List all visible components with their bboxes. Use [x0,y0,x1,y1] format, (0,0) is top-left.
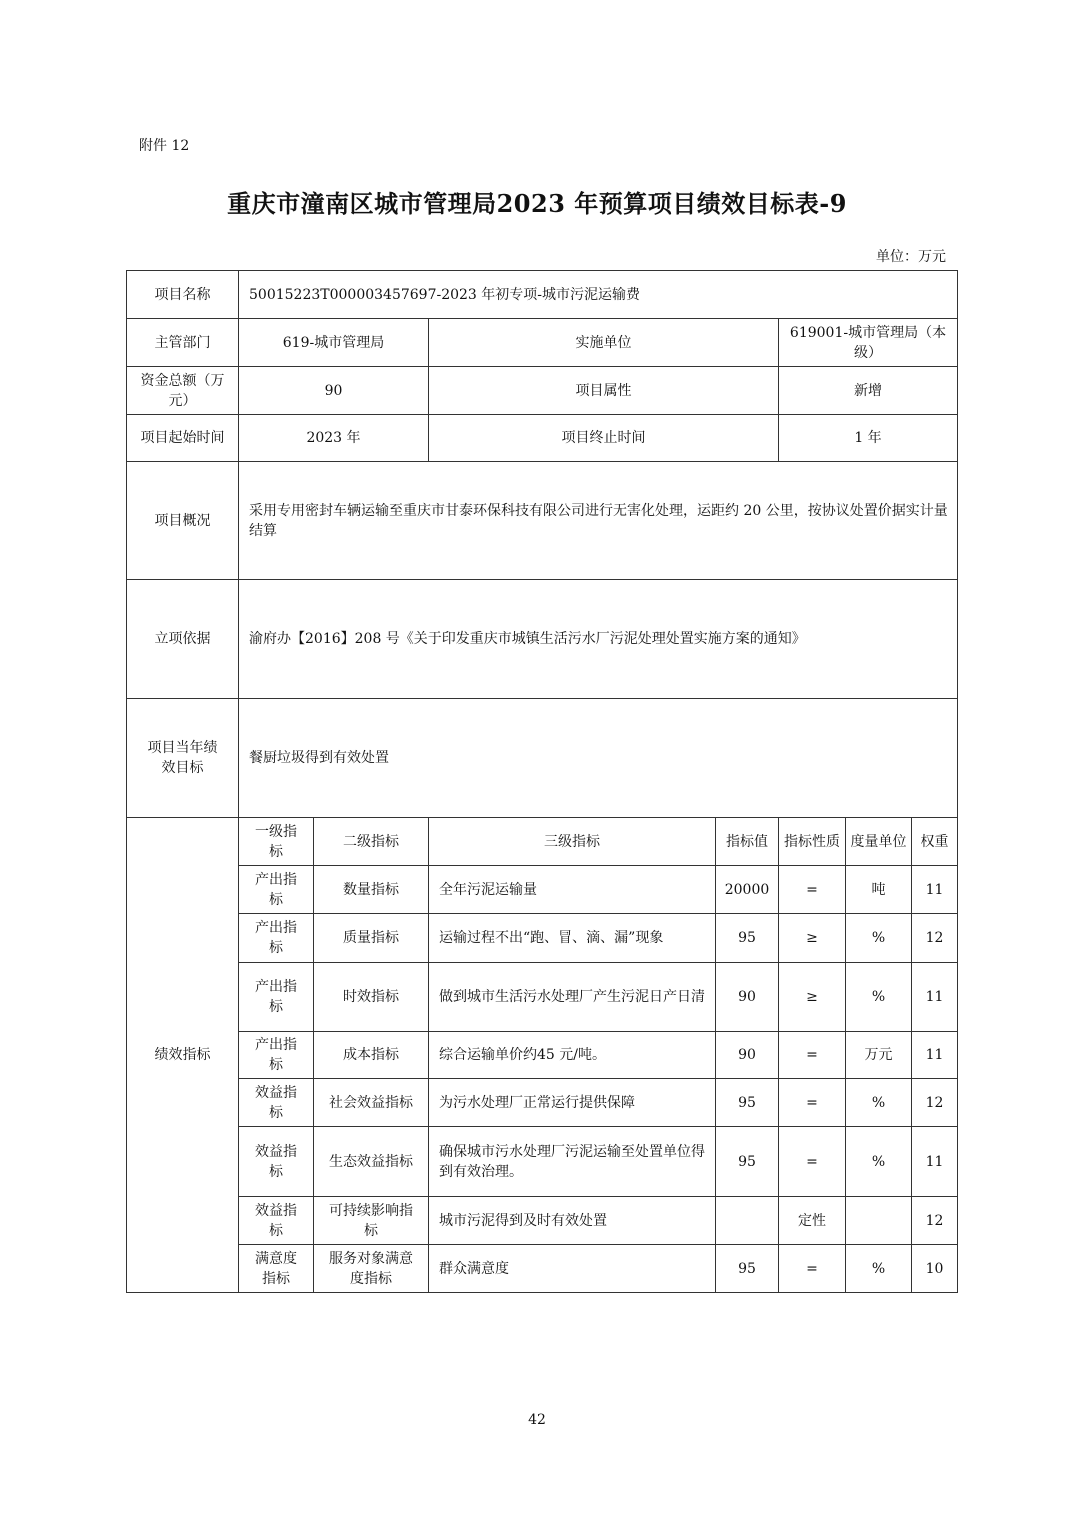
project-name-label: 项目名称 [127,271,239,319]
indicator-unit: % [846,963,912,1032]
indicator-unit: % [846,1127,912,1197]
indicator-nature: = [779,1245,846,1293]
indicator-value: 90 [716,963,779,1032]
indicator-value: 95 [716,914,779,963]
performance-target-table [126,270,958,1293]
indicator-row [127,1032,958,1079]
project-name-value: 50015223T000003457697-2023 年初专项-城市污泥运输费 [239,271,958,319]
row-project-name [127,271,958,319]
indicator-level3: 为污水处理厂正常运行提供保障 [429,1079,716,1127]
row-goal [127,699,958,818]
indicator-level3: 运输过程不出“跑、冒、滴、漏”现象 [429,914,716,963]
row-basis [127,580,958,699]
row-overview [127,462,958,580]
end-value: 1 年 [779,415,958,462]
indicator-level3: 做到城市生活污水处理厂产生污泥日产日清 [429,963,716,1032]
header-level1: 一级指标 [239,818,314,866]
indicator-nature: = [779,866,846,914]
indicator-row [127,1197,958,1245]
indicator-level1: 效益指标 [239,1127,314,1197]
row-fund [127,367,958,415]
page-number: 42 [528,1412,546,1428]
indicator-unit: % [846,1079,912,1127]
basis-value: 渝府办【2016】208 号《关于印发重庆市城镇生活污水厂污泥处理处置实施方案的通知》 [239,580,958,699]
indicator-value: 95 [716,1127,779,1197]
indicator-value: 90 [716,1032,779,1079]
overview-value: 采用专用密封车辆运输至重庆市甘泰环保科技有限公司进行无害化处理，运距约 20 公里，按协议处置价据实计量结算 [239,462,958,580]
indicator-level1: 效益指标 [239,1079,314,1127]
indicator-level1: 效益指标 [239,1197,314,1245]
indicator-nature: ≥ [779,963,846,1032]
dept-label: 主管部门 [127,319,239,367]
indicator-section-label: 绩效指标 [127,818,239,1293]
indicator-level2: 质量指标 [314,914,429,963]
header-unit: 度量单位 [846,818,912,866]
header-level3: 三级指标 [429,818,716,866]
indicator-weight: 11 [912,1032,958,1079]
indicator-level2: 可持续影响指标 [314,1197,429,1245]
indicator-header-row [127,818,958,866]
indicator-level3: 确保城市污水处理厂污泥运输至处置单位得到有效治理。 [429,1127,716,1197]
dept-value: 619-城市管理局 [239,319,429,367]
indicator-nature: = [779,1127,846,1197]
indicator-row [127,1245,958,1293]
indicator-weight: 11 [912,1127,958,1197]
indicator-nature: ≥ [779,914,846,963]
goal-label: 项目当年绩效目标 [127,699,239,818]
row-time [127,415,958,462]
indicator-unit: % [846,914,912,963]
indicator-unit: 万元 [846,1032,912,1079]
indicator-level1: 产出指标 [239,963,314,1032]
indicator-level3: 全年污泥运输量 [429,866,716,914]
indicator-unit [846,1197,912,1245]
indicator-row [127,963,958,1032]
unit-label: 单位：万元 [876,249,946,265]
impl-label: 实施单位 [429,319,779,367]
header-value: 指标值 [716,818,779,866]
basis-label: 立项依据 [127,580,239,699]
indicator-level3: 城市污泥得到及时有效处置 [429,1197,716,1245]
indicator-weight: 12 [912,1197,958,1245]
indicator-weight: 12 [912,1079,958,1127]
indicator-level2: 数量指标 [314,866,429,914]
indicator-level3: 综合运输单价约45 元/吨。 [429,1032,716,1079]
indicator-nature: 定性 [779,1197,846,1245]
fund-label: 资金总额（万元） [127,367,239,415]
indicator-level2: 服务对象满意度指标 [314,1245,429,1293]
indicator-unit: 吨 [846,866,912,914]
indicator-level2: 生态效益指标 [314,1127,429,1197]
header-level2: 二级指标 [314,818,429,866]
indicator-row [127,1127,958,1197]
start-label: 项目起始时间 [127,415,239,462]
indicator-value: 95 [716,1245,779,1293]
indicator-weight: 11 [912,866,958,914]
indicator-row [127,866,958,914]
header-nature: 指标性质 [779,818,846,866]
attachment-label: 附件 12 [139,138,190,154]
row-dept [127,319,958,367]
indicator-nature: = [779,1032,846,1079]
indicator-level1: 产出指标 [239,914,314,963]
indicator-level1: 产出指标 [239,866,314,914]
end-label: 项目终止时间 [429,415,779,462]
indicator-level2: 时效指标 [314,963,429,1032]
indicator-level2: 成本指标 [314,1032,429,1079]
indicator-weight: 11 [912,963,958,1032]
indicator-value [716,1197,779,1245]
indicator-level1: 满意度指标 [239,1245,314,1293]
attr-value: 新增 [779,367,958,415]
indicator-unit: % [846,1245,912,1293]
impl-value: 619001-城市管理局（本级） [779,319,958,367]
overview-label: 项目概况 [127,462,239,580]
indicator-row [127,914,958,963]
page-title: 重庆市潼南区城市管理局2023 年预算项目绩效目标表-9 [227,189,847,218]
indicator-nature: = [779,1079,846,1127]
indicator-weight: 12 [912,914,958,963]
goal-value: 餐厨垃圾得到有效处置 [239,699,958,818]
indicator-row [127,1079,958,1127]
fund-value: 90 [239,367,429,415]
attr-label: 项目属性 [429,367,779,415]
header-weight: 权重 [912,818,958,866]
indicator-level3: 群众满意度 [429,1245,716,1293]
indicator-level1: 产出指标 [239,1032,314,1079]
indicator-value: 20000 [716,866,779,914]
start-value: 2023 年 [239,415,429,462]
indicator-level2: 社会效益指标 [314,1079,429,1127]
indicator-weight: 10 [912,1245,958,1293]
indicator-value: 95 [716,1079,779,1127]
